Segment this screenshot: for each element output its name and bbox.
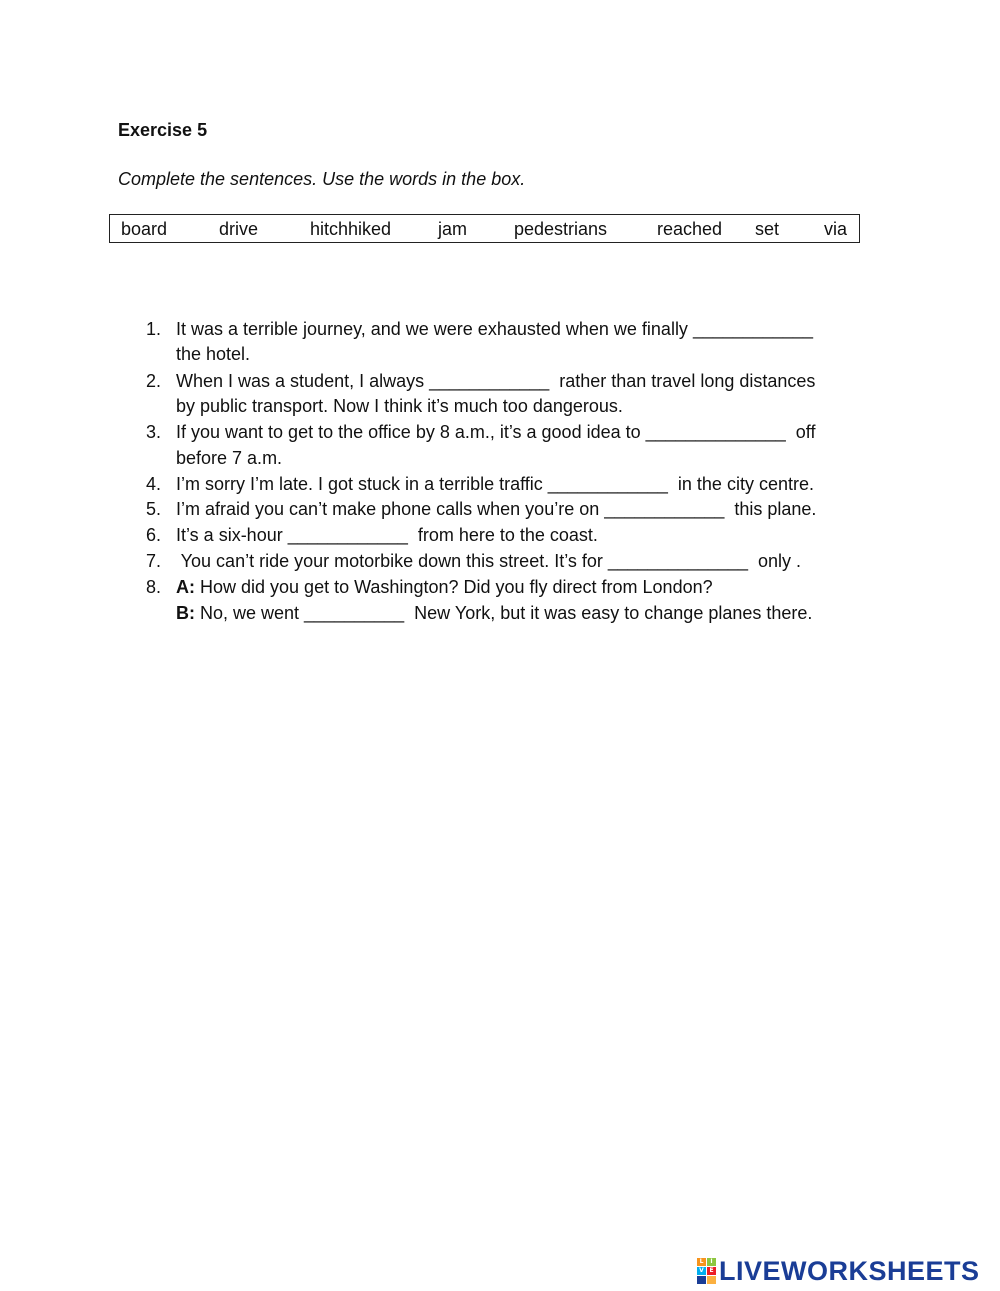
- word-box-item: pedestrians: [514, 219, 608, 239]
- speaker-a-label: A:: [176, 577, 195, 597]
- item-7-line-1: You can’t ride your motorbike down this street. It’s for ______________ only .: [176, 551, 802, 571]
- item-3-line-2: before 7 a.m.: [176, 448, 283, 468]
- item-2-line-2: by public transport. Now I think it’s much too dangerous.: [176, 396, 623, 416]
- logo-mark-cell: [707, 1276, 716, 1284]
- speaker-b-text: No, we went __________ New York, but it was easy to change planes there.: [195, 603, 813, 623]
- logo-mark-cell: I: [707, 1258, 716, 1266]
- item-number: 4.: [146, 474, 162, 494]
- logo-mark-cell: [697, 1276, 706, 1284]
- item-number: 8.: [146, 577, 162, 597]
- item-1-line-2: the hotel.: [176, 344, 251, 364]
- word-box-item: board: [121, 219, 168, 239]
- item-1-line-1: It was a terrible journey, and we were exhausted when we finally ____________: [176, 319, 814, 339]
- logo-text: LIVEWORKSHEETS: [719, 1255, 980, 1286]
- word-box-item: jam: [438, 219, 468, 239]
- logo-mark-cell: L: [697, 1258, 706, 1266]
- item-number: 7.: [146, 551, 162, 571]
- item-2-line-1: When I was a student, I always ____________ rather than travel long distances: [176, 371, 816, 391]
- word-box-item: reached: [657, 219, 723, 239]
- item-number: 6.: [146, 525, 162, 545]
- item-5-line-1: I’m afraid you can’t make phone calls when you’re on ____________ this plane.: [176, 499, 817, 519]
- item-number: 3.: [146, 422, 162, 442]
- word-box-item: drive: [219, 219, 259, 239]
- speaker-b-label: B:: [176, 603, 195, 623]
- word-box-item: set: [755, 219, 780, 239]
- item-8-line-b: [176, 602, 812, 624]
- liveworksheets-logo: [697, 1257, 980, 1285]
- speaker-a-text: How did you get to Washington? Did you fly direct from London?: [195, 577, 713, 597]
- logo-mark-icon: [697, 1258, 716, 1284]
- word-box-item: via: [824, 219, 848, 239]
- word-box-item: hitchhiked: [310, 219, 392, 239]
- word-box: [109, 214, 860, 243]
- item-4-line-1: I’m sorry I’m late. I got stuck in a terrible traffic ____________ in the city centre.: [176, 474, 814, 494]
- logo-mark-cell: E: [707, 1267, 716, 1275]
- logo-mark-cell: V: [697, 1267, 706, 1275]
- exercise-instruction: Complete the sentences. Use the words in the box.: [118, 169, 526, 189]
- item-number: 2.: [146, 371, 162, 391]
- item-number: 1.: [146, 319, 162, 339]
- item-number: 5.: [146, 499, 162, 519]
- exercise-title: Exercise 5: [118, 120, 208, 140]
- item-8-line-a: [176, 576, 713, 598]
- item-3-line-1: If you want to get to the office by 8 a.m., it’s a good idea to ______________ off: [176, 422, 816, 442]
- item-6-line-1: It’s a six-hour ____________ from here to the coast.: [176, 525, 598, 545]
